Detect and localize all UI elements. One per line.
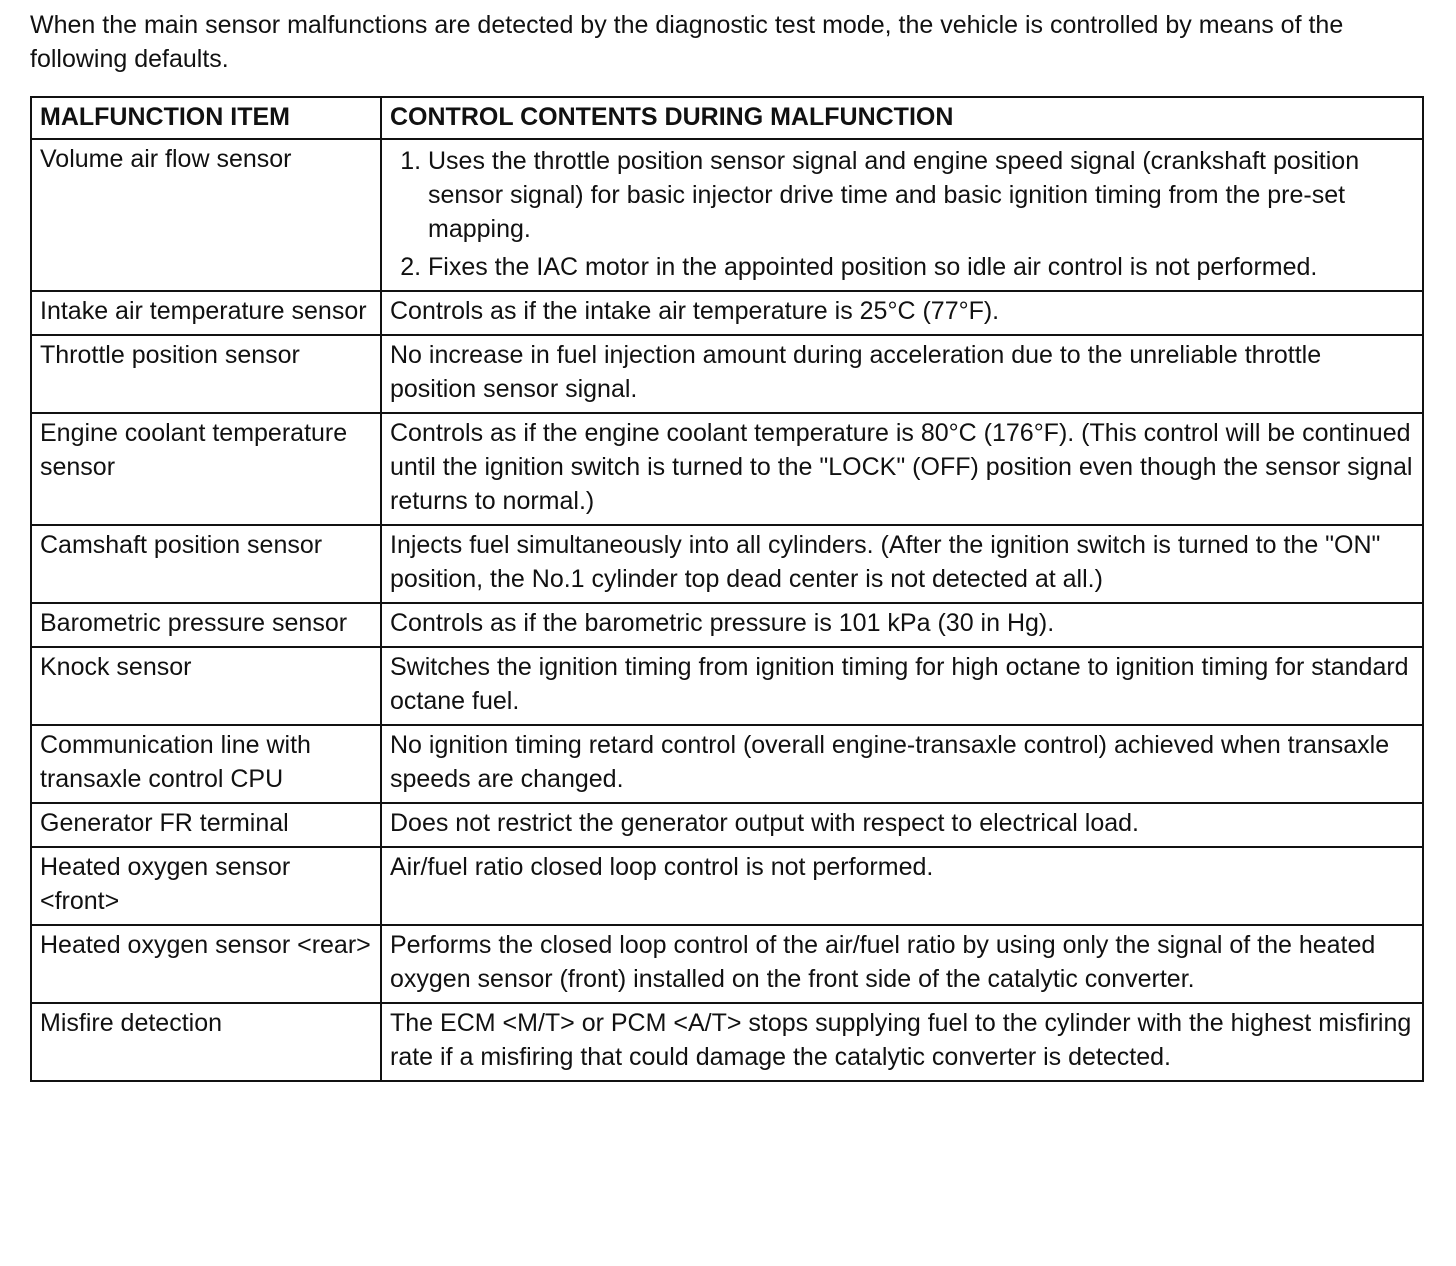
table-row	[31, 291, 1423, 335]
intro-text: When the main sensor malfunctions are detected by the diagnostic test mode, the vehicle is controlled by means of the following defaults.	[30, 11, 1344, 73]
malfunction-item-cell: Engine coolant temperature sensor	[31, 413, 381, 525]
malfunction-item-cell: Volume air flow sensor	[31, 139, 381, 291]
control-contents-cell: Air/fuel ratio closed loop control is not performed.	[381, 847, 1423, 925]
control-contents-cell: Controls as if the barometric pressure is 101 kPa (30 in Hg).	[381, 603, 1423, 647]
control-contents-cell: The ECM <M/T> or PCM <A/T> stops supplying fuel to the cylinder with the highest misfiring rate if a misfiring that could damage the catalytic converter is detected.	[381, 1003, 1423, 1081]
control-contents-cell: Injects fuel simultaneously into all cylinders. (After the ignition switch is turned to the "ON" position, the No.1 cylinder top dead center is not detected at all.)	[381, 525, 1423, 603]
control-contents-cell: Controls as if the engine coolant temperature is 80°C (176°F). (This control will be continued until the ignition switch is turned to the "LOCK" (OFF) position even though the sensor signal returns to normal.)	[381, 413, 1423, 525]
control-step: 2. Fixes the IAC motor in the appointed position so idle air control is not performed.	[428, 250, 1414, 284]
malfunction-table-container	[30, 96, 1422, 1082]
malfunction-item-cell: Knock sensor	[31, 647, 381, 725]
table-row	[31, 647, 1423, 725]
malfunction-item-cell: Misfire detection	[31, 1003, 381, 1081]
table-row	[31, 847, 1423, 925]
table-row	[31, 413, 1423, 525]
control-contents-cell: Controls as if the intake air temperature is 25°C (77°F).	[381, 291, 1423, 335]
table-header-row	[31, 97, 1423, 139]
table-row	[31, 1003, 1423, 1081]
malfunction-item-cell: Generator FR terminal	[31, 803, 381, 847]
table-row	[31, 139, 1423, 291]
control-contents-cell: Does not restrict the generator output with respect to electrical load.	[381, 803, 1423, 847]
control-contents-cell: Performs the closed loop control of the air/fuel ratio by using only the signal of the heated oxygen sensor (front) installed on the front side of the catalytic converter.	[381, 925, 1423, 1003]
table-row	[31, 603, 1423, 647]
header-control-contents: CONTROL CONTENTS DURING MALFUNCTION	[381, 97, 1423, 139]
control-contents-cell	[381, 139, 1423, 291]
table-row	[31, 525, 1423, 603]
malfunction-item-cell: Intake air temperature sensor	[31, 291, 381, 335]
malfunction-item-cell: Barometric pressure sensor	[31, 603, 381, 647]
table-row	[31, 335, 1423, 413]
malfunction-item-cell: Heated oxygen sensor <rear>	[31, 925, 381, 1003]
header-malfunction-item: MALFUNCTION ITEM	[31, 97, 381, 139]
malfunction-item-cell: Heated oxygen sensor <front>	[31, 847, 381, 925]
control-contents-cell: No increase in fuel injection amount during acceleration due to the unreliable throttle position sensor signal.	[381, 335, 1423, 413]
malfunction-item-cell: Communication line with transaxle control CPU	[31, 725, 381, 803]
malfunction-item-cell: Camshaft position sensor	[31, 525, 381, 603]
control-steps-list	[390, 144, 1414, 284]
table-row	[31, 803, 1423, 847]
control-contents-cell: Switches the ignition timing from ignition timing for high octane to ignition timing for standard octane fuel.	[381, 647, 1423, 725]
control-step: 1. Uses the throttle position sensor signal and engine speed signal (crankshaft position sensor signal) for basic injector drive time and basic ignition timing from the pre-set mapping.	[428, 144, 1414, 246]
malfunction-item-cell: Throttle position sensor	[31, 335, 381, 413]
table-row	[31, 725, 1423, 803]
table-row	[31, 925, 1423, 1003]
control-contents-cell: No ignition timing retard control (overall engine-transaxle control) achieved when transaxle speeds are changed.	[381, 725, 1423, 803]
malfunction-table	[30, 96, 1424, 1082]
